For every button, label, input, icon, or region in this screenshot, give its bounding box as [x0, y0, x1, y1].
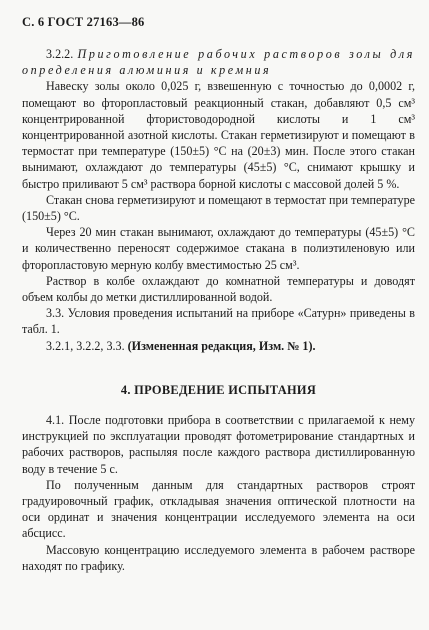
document-body — [22, 46, 415, 574]
paragraph: Раствор в колбе охлаждают до комнатной температуры и доводят объем колбы до метки дистиллированной водой. — [22, 273, 415, 305]
paragraph: Навеску золы около 0,025 г, взвешенную с точностью до 0,0002 г, помещают во фторопластовый реакционный стакан, добавляют 0,5 см³ концентрированной фтористоводородной кислоты и 1 см³ концентрированной азотной кислоты. Стакан герметизируют и помещают в термостат при температуре (150±5) °С на (20±3) мин. После этого стакан вынимают, охлаждают до температуры (45±5) °С, снимают крышку и быстро приливают 5 см³ раствора борной кислоты с массовой долей 5 %. — [22, 79, 415, 191]
paragraph: Массовую концентрацию исследуемого элемента в рабочем растворе находят по графику. — [22, 542, 415, 573]
paragraph: Через 20 мин стакан вынимают, охлаждают до температуры (45±5) °С и количественно переносят содержимое стакана в полиэтиленовую или фторопластовую мерную колбу вместимостью 25 см³. — [22, 225, 415, 272]
amendment-note — [22, 338, 415, 354]
paragraph: 4.1. После подготовки прибора в соответствии с прилагаемой к нему инструкцией по эксплуатации проводят фотометрирование стандартных и рабочих растворов, распыляя после каждого раствора дистиллированную воду в течение 5 с. — [22, 413, 415, 476]
subsection-title: Приготовление рабочих растворов золы для определения алюминия и кремния — [22, 47, 415, 78]
amendment-refs: 3.2.1, 3.2.2, 3.3. — [46, 338, 125, 353]
paragraph: Стакан снова герметизируют и помещают в термостат при температуре (150±5) °С. — [22, 192, 415, 224]
paragraph: 3.3. Условия проведения испытаний на приборе «Сатурн» приведены в табл. 1. — [22, 306, 415, 337]
section-title: 4. ПРОВЕДЕНИЕ ИСПЫТАНИЯ — [120, 382, 317, 397]
subsection-number: 3.2.2. — [46, 47, 74, 61]
subsection-heading — [22, 46, 415, 78]
paragraph: По полученным данным для стандартных растворов строят градуировочный график, откладывая значения оптической плотности на оси ординат и значения концентрации исследуемого элемента на оси абсцисс. — [22, 477, 415, 541]
page-header: С. 6 ГОСТ 27163—86 — [22, 15, 145, 29]
amendment-label: (Измененная редакция, Изм. № 1). — [127, 338, 316, 353]
